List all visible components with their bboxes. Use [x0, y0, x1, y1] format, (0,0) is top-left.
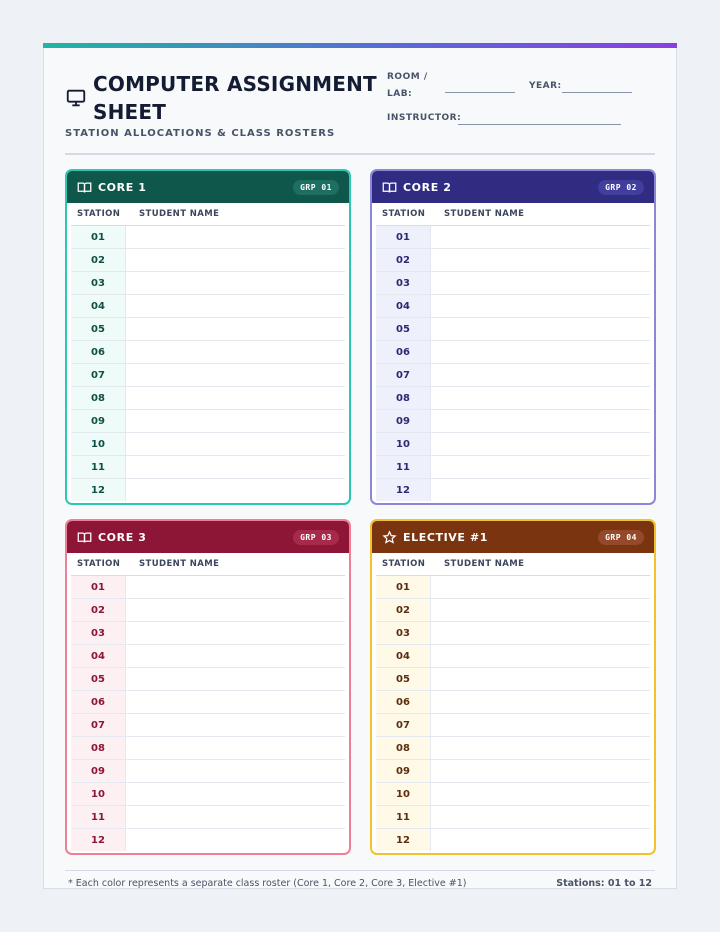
student-name-cell[interactable]	[125, 318, 345, 340]
station-row	[376, 690, 650, 713]
student-name-cell[interactable]	[430, 318, 650, 340]
station-row	[71, 271, 345, 294]
student-name-cell[interactable]	[430, 456, 650, 478]
station-row	[376, 478, 650, 501]
roster-rows	[71, 225, 345, 501]
station-row	[71, 455, 345, 478]
station-column-header: STATION	[77, 208, 121, 219]
station-column-header: STATION	[382, 558, 426, 569]
student-name-cell[interactable]	[125, 341, 345, 363]
station-number: 03	[376, 272, 430, 294]
station-row	[376, 621, 650, 644]
station-row	[376, 644, 650, 667]
station-column-header: STATION	[77, 558, 121, 569]
station-number: 11	[376, 456, 430, 478]
group-badge: GRP 03	[293, 530, 339, 545]
roster-rows	[376, 575, 650, 851]
year-label: YEAR:	[529, 81, 562, 91]
station-number: 06	[71, 691, 125, 713]
student-name-cell[interactable]	[430, 272, 650, 294]
station-row	[376, 225, 650, 248]
station-row	[376, 432, 650, 455]
monitor-icon	[65, 87, 87, 109]
column-headers	[67, 553, 349, 574]
year-field[interactable]	[562, 92, 632, 93]
column-headers	[67, 203, 349, 224]
student-name-cell[interactable]	[125, 645, 345, 667]
station-number: 01	[71, 226, 125, 248]
student-name-cell[interactable]	[125, 737, 345, 759]
station-row	[71, 667, 345, 690]
page-title: COMPUTER ASSIGNMENT SHEET	[93, 72, 377, 124]
student-name-column-header: STUDENT NAME	[139, 558, 220, 569]
student-name-cell[interactable]	[430, 622, 650, 644]
station-row	[71, 294, 345, 317]
student-name-cell[interactable]	[125, 295, 345, 317]
station-row	[376, 759, 650, 782]
student-name-cell[interactable]	[125, 599, 345, 621]
station-row	[376, 667, 650, 690]
station-number: 08	[71, 737, 125, 759]
station-row	[71, 478, 345, 501]
student-name-cell[interactable]	[125, 226, 345, 248]
station-number: 10	[376, 433, 430, 455]
station-number: 11	[71, 806, 125, 828]
station-number: 07	[376, 714, 430, 736]
station-number: 11	[71, 456, 125, 478]
station-row	[376, 340, 650, 363]
station-row	[376, 455, 650, 478]
station-row	[71, 713, 345, 736]
room-lab-label: ROOM / LAB:	[387, 72, 428, 99]
roster-rows	[71, 575, 345, 851]
station-number: 02	[71, 249, 125, 271]
student-name-cell[interactable]	[430, 829, 650, 851]
station-number: 10	[71, 433, 125, 455]
station-row	[71, 690, 345, 713]
station-row	[376, 248, 650, 271]
station-row	[71, 575, 345, 598]
station-number: 08	[376, 387, 430, 409]
room-lab-field[interactable]	[445, 92, 515, 93]
station-number: 09	[71, 410, 125, 432]
group-badge: GRP 01	[293, 180, 339, 195]
student-name-column-header: STUDENT NAME	[444, 558, 525, 569]
station-number: 12	[71, 479, 125, 501]
roster-header	[67, 171, 349, 203]
student-name-cell[interactable]	[125, 806, 345, 828]
student-name-cell[interactable]	[125, 456, 345, 478]
station-number: 06	[71, 341, 125, 363]
station-number: 07	[71, 714, 125, 736]
station-number: 03	[376, 622, 430, 644]
roster-header	[67, 521, 349, 553]
station-row	[376, 805, 650, 828]
station-row	[71, 248, 345, 271]
student-name-cell[interactable]	[125, 760, 345, 782]
station-number: 11	[376, 806, 430, 828]
student-name-cell[interactable]	[430, 479, 650, 501]
station-number: 10	[376, 783, 430, 805]
station-number: 09	[71, 760, 125, 782]
station-row	[376, 294, 650, 317]
station-row	[376, 317, 650, 340]
station-row	[71, 317, 345, 340]
station-number: 05	[71, 318, 125, 340]
student-name-cell[interactable]	[125, 479, 345, 501]
station-number: 08	[71, 387, 125, 409]
station-row	[71, 828, 345, 851]
station-number: 09	[376, 760, 430, 782]
student-name-cell[interactable]	[125, 783, 345, 805]
student-name-cell[interactable]	[430, 249, 650, 271]
station-row	[376, 828, 650, 851]
roster-rows	[376, 225, 650, 501]
instructor-field[interactable]	[458, 124, 621, 125]
roster-card	[65, 169, 351, 505]
station-row	[71, 736, 345, 759]
station-row	[376, 271, 650, 294]
station-row	[376, 598, 650, 621]
student-name-cell[interactable]	[430, 576, 650, 598]
station-number: 02	[71, 599, 125, 621]
station-number: 04	[376, 295, 430, 317]
student-name-cell[interactable]	[430, 341, 650, 363]
student-name-cell[interactable]	[430, 806, 650, 828]
student-name-column-header: STUDENT NAME	[444, 208, 525, 219]
student-name-cell[interactable]	[430, 645, 650, 667]
footnote: * Each color represents a separate class roster (Core 1, Core 2, Core 3, Elective #1)	[68, 878, 467, 889]
book-icon	[77, 530, 92, 545]
station-number: 01	[376, 226, 430, 248]
column-headers	[372, 553, 654, 574]
student-name-cell[interactable]	[430, 599, 650, 621]
station-number: 12	[71, 829, 125, 851]
star-icon	[382, 530, 397, 545]
station-row	[71, 432, 345, 455]
station-number: 02	[376, 599, 430, 621]
student-name-cell[interactable]	[430, 714, 650, 736]
station-row	[71, 225, 345, 248]
station-number: 06	[376, 691, 430, 713]
accent-bar	[43, 43, 677, 48]
station-row	[71, 598, 345, 621]
station-number: 07	[376, 364, 430, 386]
roster-header	[372, 521, 654, 553]
station-number: 04	[71, 645, 125, 667]
station-number: 03	[71, 272, 125, 294]
student-name-cell[interactable]	[125, 387, 345, 409]
student-name-cell[interactable]	[430, 226, 650, 248]
roster-card	[65, 519, 351, 855]
station-number: 12	[376, 479, 430, 501]
stations-range: Stations: 01 to 12	[556, 878, 652, 889]
station-number: 01	[376, 576, 430, 598]
student-name-cell[interactable]	[430, 783, 650, 805]
station-number: 05	[376, 668, 430, 690]
station-row	[376, 713, 650, 736]
station-number: 10	[71, 783, 125, 805]
student-name-cell[interactable]	[430, 691, 650, 713]
station-row	[71, 409, 345, 432]
station-number: 08	[376, 737, 430, 759]
station-row	[71, 386, 345, 409]
student-name-cell[interactable]	[430, 387, 650, 409]
group-badge: GRP 04	[598, 530, 644, 545]
station-row	[71, 805, 345, 828]
station-number: 03	[71, 622, 125, 644]
roster-title: CORE 1	[98, 180, 147, 194]
student-name-cell[interactable]	[430, 295, 650, 317]
student-name-cell[interactable]	[125, 576, 345, 598]
student-name-cell[interactable]	[430, 668, 650, 690]
station-row	[71, 621, 345, 644]
book-icon	[382, 180, 397, 195]
station-number: 09	[376, 410, 430, 432]
station-row	[71, 782, 345, 805]
station-row	[376, 386, 650, 409]
station-row	[71, 644, 345, 667]
student-name-cell[interactable]	[125, 714, 345, 736]
station-number: 06	[376, 341, 430, 363]
student-name-cell[interactable]	[125, 668, 345, 690]
station-row	[71, 759, 345, 782]
station-row	[376, 736, 650, 759]
station-number: 07	[71, 364, 125, 386]
assignment-sheet	[43, 43, 677, 889]
student-name-cell[interactable]	[125, 433, 345, 455]
student-name-cell[interactable]	[125, 829, 345, 851]
student-name-cell[interactable]	[430, 410, 650, 432]
student-name-cell[interactable]	[125, 272, 345, 294]
station-row	[71, 340, 345, 363]
station-row	[376, 575, 650, 598]
station-row	[71, 363, 345, 386]
book-icon	[77, 180, 92, 195]
roster-title: CORE 3	[98, 530, 147, 544]
station-row	[376, 363, 650, 386]
station-row	[376, 409, 650, 432]
instructor-label: INSTRUCTOR:	[387, 113, 462, 123]
footer-divider	[65, 870, 655, 871]
station-number: 04	[71, 295, 125, 317]
student-name-cell[interactable]	[125, 364, 345, 386]
student-name-cell[interactable]	[430, 760, 650, 782]
station-number: 05	[376, 318, 430, 340]
station-row	[376, 782, 650, 805]
station-number: 02	[376, 249, 430, 271]
page-subtitle: STATION ALLOCATIONS & CLASS ROSTERS	[65, 128, 336, 139]
station-number: 12	[376, 829, 430, 851]
student-name-cell[interactable]	[125, 691, 345, 713]
roster-header	[372, 171, 654, 203]
group-badge: GRP 02	[598, 180, 644, 195]
header-divider	[65, 153, 655, 155]
station-number: 04	[376, 645, 430, 667]
roster-card	[370, 519, 656, 855]
column-headers	[372, 203, 654, 224]
student-name-cell[interactable]	[430, 737, 650, 759]
student-name-column-header: STUDENT NAME	[139, 208, 220, 219]
student-name-cell[interactable]	[430, 364, 650, 386]
station-number: 01	[71, 576, 125, 598]
student-name-cell[interactable]	[125, 622, 345, 644]
station-column-header: STATION	[382, 208, 426, 219]
roster-card	[370, 169, 656, 505]
station-number: 05	[71, 668, 125, 690]
student-name-cell[interactable]	[125, 410, 345, 432]
roster-title: CORE 2	[403, 180, 452, 194]
roster-title: ELECTIVE #1	[403, 530, 489, 544]
student-name-cell[interactable]	[430, 433, 650, 455]
student-name-cell[interactable]	[125, 249, 345, 271]
